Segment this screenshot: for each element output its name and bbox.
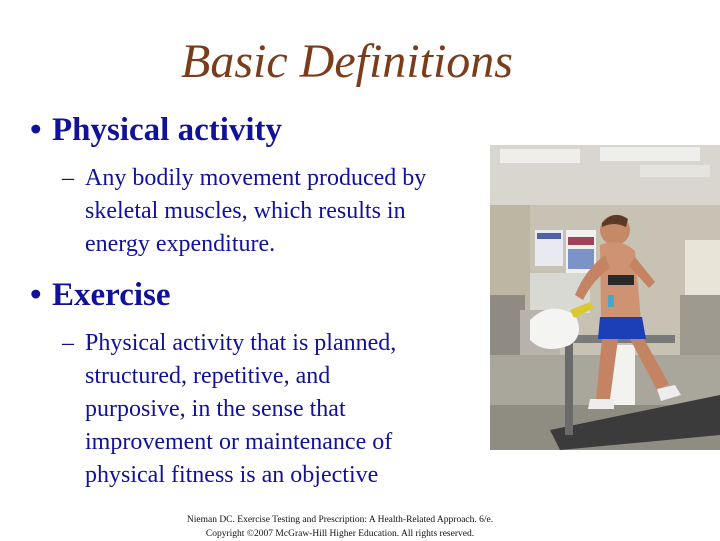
slide-title: Basic Definitions [181,35,513,88]
sub-bullet-marker: – [62,165,74,191]
sub-bullet-line: structured, repetitive, and [85,363,331,389]
sub-bullet-marker: – [62,330,74,356]
sub-bullet-line: energy expenditure. [85,231,276,257]
bullet-physical-activity [30,112,282,150]
sub-bullet-line: physical fitness is an objective [85,462,379,488]
bullet-marker: • [30,112,42,148]
citation-line: Copyright ©2007 McGraw-Hill Higher Education. All rights reserved. [205,529,475,539]
bullet-exercise [30,277,171,315]
bullet-heading: Physical activity [52,112,283,148]
sub-bullet-line: Any bodily movement produced by [85,165,427,191]
sub-bullet-line: skeletal muscles, which results in [85,198,406,224]
source-citation [140,513,540,541]
bullet-heading: Exercise [52,277,171,313]
sub-bullet-line: improvement or maintenance of [85,429,393,455]
bullet-marker: • [30,277,42,313]
treadmill-runner-photo [490,145,720,450]
sub-bullet-line: Physical activity that is planned, [85,330,397,356]
sub-bullet-exercise-definition [62,327,482,492]
sub-bullet-line: purposive, in the sense that [85,396,346,422]
citation-line: Nieman DC. Exercise Testing and Prescription: A Health-Related Approach. 6/e. [186,515,494,525]
sub-bullet-physical-activity-definition [62,162,492,261]
